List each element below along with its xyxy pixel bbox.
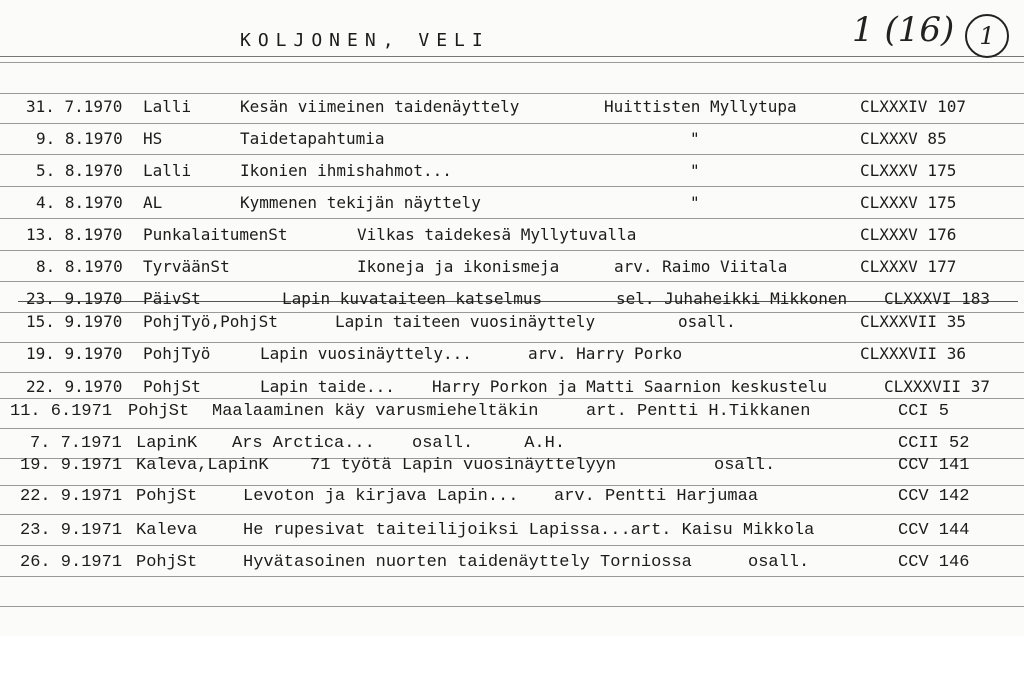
entry-note: arv. Pentti Harjumaa	[554, 487, 759, 506]
table-row	[0, 434, 1024, 456]
ruled-line	[0, 372, 1024, 373]
entry-date: 19. 9.1970	[26, 344, 123, 363]
entry-source: PohjSt	[143, 377, 201, 396]
entry-title: Lapin taide...	[260, 377, 395, 396]
entry-note: art. Pentti H.Tikkanen	[586, 402, 811, 421]
entry-ref: CCV 144	[898, 521, 970, 540]
entry-note: osall.	[714, 456, 776, 475]
table-row	[0, 312, 1024, 334]
ruled-line	[0, 62, 1024, 63]
entry-source: Kaleva,LapinK	[136, 456, 269, 475]
entry-date: 5. 8.1970	[36, 161, 123, 180]
entry-ref: CCV 146	[898, 553, 970, 572]
entry-source: PohjTyö	[143, 344, 211, 363]
table-row	[0, 553, 1024, 575]
circled-number-value: 1	[979, 22, 995, 50]
table-row	[0, 193, 1024, 215]
card-number: 1 (16)	[852, 10, 955, 50]
entry-ref: CLXXXIV 107	[860, 97, 966, 116]
entry-title: Kesän viimeinen taidenäyttely	[240, 97, 520, 116]
entry-note: sel. Juhaheikki Mikkonen	[616, 289, 848, 308]
ruled-line	[0, 93, 1024, 94]
ruled-line	[0, 56, 1024, 57]
entry-title: Vilkas taidekesä Myllytuvalla	[357, 225, 637, 244]
entry-source: PohjTyö,PohjSt	[143, 312, 278, 331]
ruled-line	[0, 123, 1024, 124]
entry-source: TyrväänSt	[143, 257, 230, 276]
table-row	[0, 225, 1024, 247]
ruled-line	[0, 154, 1024, 155]
entry-title: Lapin kuvataiteen katselmus	[282, 289, 543, 308]
entry-ref: CLXXXV 175	[860, 161, 957, 180]
entry-ref: CLXXXV 176	[860, 225, 957, 244]
entry-ref: CCV 142	[898, 487, 970, 506]
entry-note: osall.	[748, 553, 810, 572]
entry-note: "	[690, 129, 700, 148]
entry-source: Kaleva	[136, 521, 198, 540]
table-row	[0, 97, 1024, 119]
entry-source: Lalli	[143, 97, 192, 116]
entry-note: Harry Porkon ja Matti Saarnion keskustelu	[432, 377, 827, 396]
entry-title: Maalaaminen käy varusmieheltäkin	[212, 402, 539, 421]
circled-number	[965, 14, 1009, 58]
entry-title: Levoton ja kirjava Lapin...	[243, 487, 519, 506]
table-row	[0, 521, 1024, 543]
entry-note: osall.	[678, 312, 736, 331]
table-row	[0, 344, 1024, 366]
ruled-line	[0, 218, 1024, 219]
entry-ref: CLXXXV 85	[860, 129, 947, 148]
ruled-line	[0, 576, 1024, 577]
entry-ref: CCII 52	[898, 434, 970, 453]
entry-title: Hyvätasoinen nuorten taidenäyttely Torniossa	[243, 553, 692, 572]
entry-source: PäivSt	[143, 289, 201, 308]
entry-source: Lalli	[143, 161, 192, 180]
entry-ref: CLXXXV 175	[860, 193, 957, 212]
ruled-line	[0, 428, 1024, 429]
entry-source: HS	[143, 129, 163, 148]
entry-note: Huittisten Myllytupa	[604, 97, 797, 116]
table-row	[0, 161, 1024, 183]
entry-title: 71 työtä Lapin vuosinäyttelyyn	[310, 456, 617, 475]
entry-title: Kymmenen tekijän näyttely	[240, 193, 481, 212]
card-title: KOLJONEN, VELI	[240, 30, 490, 51]
table-row	[0, 402, 1024, 424]
entry-date: 13. 8.1970	[26, 225, 123, 244]
entry-ref: CLXXXVII 36	[860, 344, 966, 363]
entry-note: arv. Harry Porko	[528, 344, 683, 363]
entry-note: "	[690, 193, 700, 212]
entry-source: PohjSt	[136, 553, 198, 572]
entry-note: arv. Raimo Viitala	[614, 257, 788, 276]
entry-source: LapinK	[136, 434, 198, 453]
table-row	[0, 456, 1024, 478]
entry-title: Ikonien ihmishahmot...	[240, 161, 452, 180]
entry-date: 15. 9.1970	[26, 312, 123, 331]
ruled-line	[0, 606, 1024, 607]
entry-title: He rupesivat taiteilijoiksi Lapissa...art. Kaisu Mikkola	[243, 521, 815, 540]
entry-date: 11. 6.1971	[10, 402, 113, 421]
entry-ref: CLXXXV 177	[860, 257, 957, 276]
ruled-line	[0, 186, 1024, 187]
entry-date: 31. 7.1970	[26, 97, 123, 116]
table-row	[0, 129, 1024, 151]
ruled-line	[0, 250, 1024, 251]
entry-title: Taidetapahtumia	[240, 129, 385, 148]
entry-ref: CCI 5	[898, 402, 950, 421]
entry-note: "	[690, 161, 700, 180]
entry-note: osall. A.H.	[412, 434, 566, 453]
entry-source: PunkalaitumenSt	[143, 225, 288, 244]
entry-ref: CLXXXVII 35	[860, 312, 966, 331]
entry-source: AL	[143, 193, 163, 212]
ruled-line	[0, 514, 1024, 515]
entry-source: PohjSt	[128, 402, 190, 421]
table-row	[0, 289, 1024, 311]
ruled-line	[0, 281, 1024, 282]
entry-source: PohjSt	[136, 487, 198, 506]
table-row	[0, 257, 1024, 279]
entry-title: Ars Arctica...	[232, 434, 375, 453]
entry-ref: CLXXXVII 37	[884, 377, 990, 396]
entry-title: Lapin vuosinäyttely...	[260, 344, 472, 363]
entry-date: 23. 9.1970	[26, 289, 123, 308]
ruled-line	[0, 545, 1024, 546]
entry-date: 26. 9.1971	[20, 553, 123, 572]
entry-title: Ikoneja ja ikonismeja	[357, 257, 560, 276]
entry-date: 8. 8.1970	[36, 257, 123, 276]
ruled-line	[0, 342, 1024, 343]
entry-date: 22. 9.1970	[26, 377, 123, 396]
entry-date: 7. 7.1971	[30, 434, 122, 453]
entry-date: 19. 9.1971	[20, 456, 123, 475]
entry-ref: CCV 141	[898, 456, 970, 475]
ruled-line	[0, 485, 1024, 486]
entry-date: 23. 9.1971	[20, 521, 123, 540]
entry-date: 22. 9.1971	[20, 487, 123, 506]
entry-ref: CLXXXVI 183	[884, 289, 990, 308]
table-row	[0, 487, 1024, 509]
entry-date: 9. 8.1970	[36, 129, 123, 148]
table-row	[0, 377, 1024, 399]
entry-title: Lapin taiteen vuosinäyttely	[335, 312, 596, 331]
entry-date: 4. 8.1970	[36, 193, 123, 212]
